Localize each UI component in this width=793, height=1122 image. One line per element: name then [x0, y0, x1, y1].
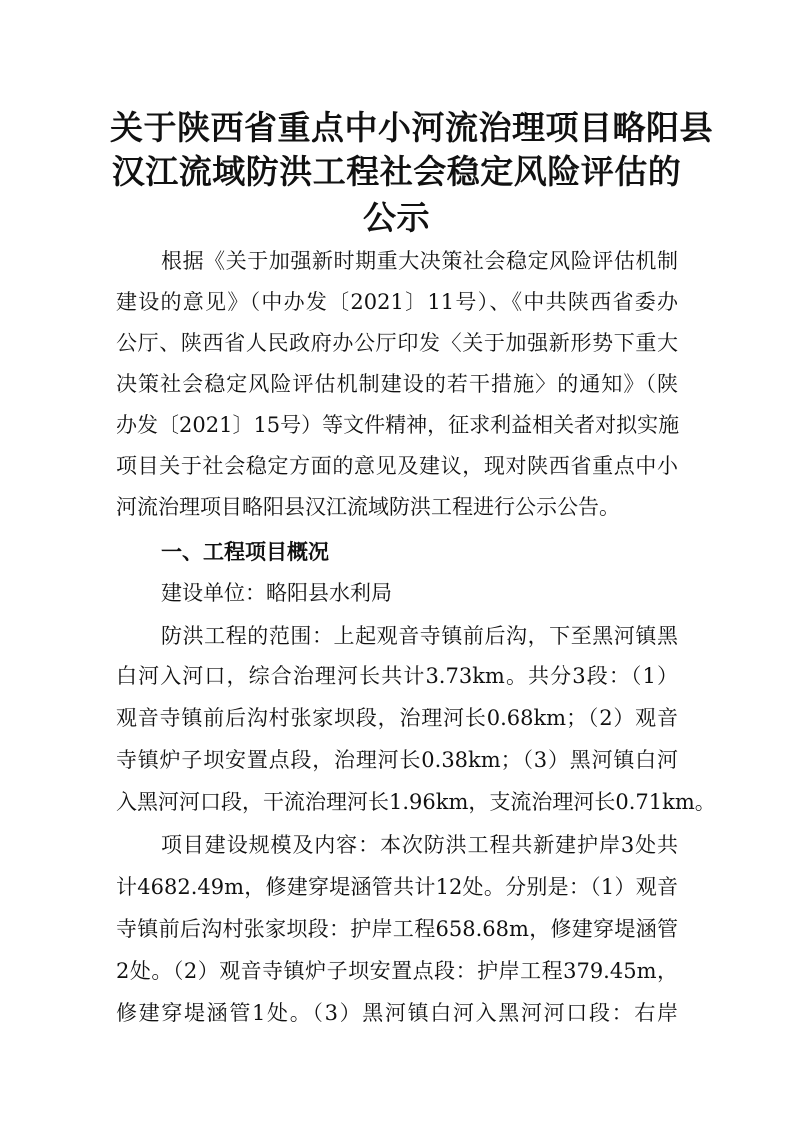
title-line-3: 公示 — [363, 198, 430, 237]
intro-line: 建设的意见》（中办发〔2021〕11号）、《中共陕西省委办 — [116, 290, 678, 314]
scale-line: 2处。（2）观音寺镇炉子坝安置点段：护岸工程379.45m， — [116, 959, 678, 983]
scale-line: 项目建设规模及内容：本次防洪工程共新建护岸3处共 — [161, 833, 678, 857]
section-heading: 一、工程项目概况 — [161, 540, 329, 564]
intro-line: 公厅、陕西省人民政府办公厅印发〈关于加强新形势下重大 — [116, 331, 678, 355]
scope-line: 寺镇炉子坝安置点段，治理河长0.38km；（3）黑河镇白河 — [116, 748, 678, 772]
intro-line: 项目关于社会稳定方面的意见及建议，现对陕西省重点中小 — [116, 454, 678, 478]
scale-line: 计4682.49m，修建穿堤涵管共计12处。分别是：（1）观音 — [116, 875, 678, 899]
scope-line: 防洪工程的范围：上起观音寺镇前后沟，下至黑河镇黑 — [161, 624, 678, 648]
scope-line: 入黑河河口段，干流治理河长1.96km，支流治理河长0.71km。 — [116, 790, 716, 814]
scale-line: 寺镇前后沟村张家坝段：护岸工程658.68m，修建穿堤涵管 — [116, 917, 678, 941]
intro-line: 办发〔2021〕15号）等文件精神，征求利益相关者对拟实施 — [116, 413, 680, 437]
intro-line: 决策社会稳定风险评估机制建设的若干措施〉的通知》（陕 — [116, 372, 678, 396]
title-line-1: 关于陕西省重点中小河流治理项目略阳县 — [110, 108, 713, 147]
title-line-2: 汉江流域防洪工程社会稳定风险评估的 — [111, 152, 682, 191]
construction-unit: 建设单位：略阳县水利局 — [161, 581, 392, 605]
scope-line: 白河入河口，综合治理河长共计3.73km。共分3段：（1） — [116, 664, 678, 688]
scale-line: 修建穿堤涵管1处。（3）黑河镇白河入黑河河口段：右岸 — [116, 1001, 678, 1025]
intro-line: 河流治理项目略阳县汉江流域防洪工程进行公示公告。 — [116, 495, 620, 519]
intro-line: 根据《关于加强新时期重大决策社会稳定风险评估机制 — [161, 249, 678, 273]
scope-line: 观音寺镇前后沟村张家坝段，治理河长0.68km；（2）观音 — [116, 706, 678, 730]
